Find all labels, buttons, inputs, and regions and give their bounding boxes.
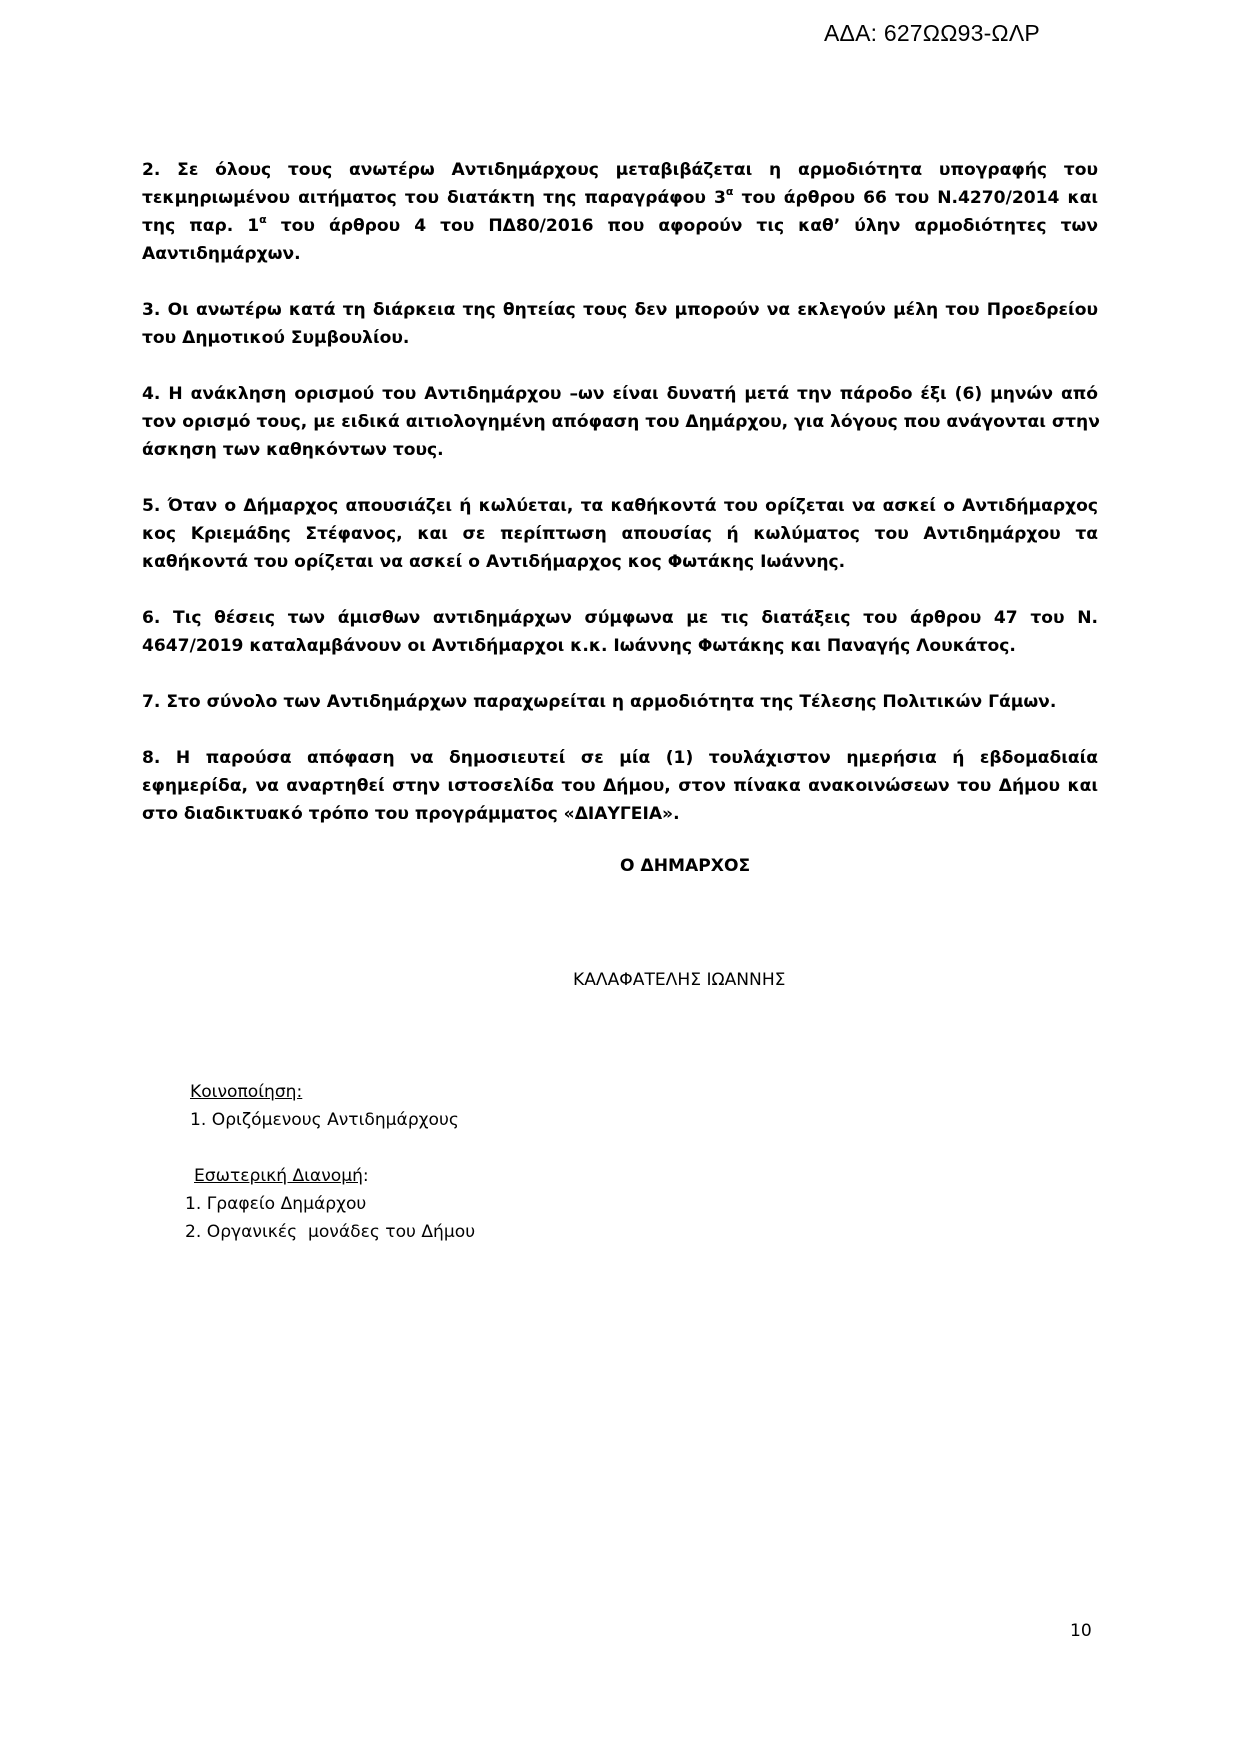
line-text: της παρ. 1 — [142, 216, 260, 236]
ada-document-id: ΑΔΑ: 627ΩΩ93-ΩΛΡ — [824, 20, 1040, 46]
paragraph-3 — [142, 296, 1098, 352]
paragraph-line — [142, 520, 1098, 548]
internal-distribution-item: 2. Οργανικές μονάδες του Δήμου — [185, 1222, 476, 1242]
line-text: εφημερίδα, να αναρτηθεί στην ιστοσελίδα του Δήμου, στον πίνακα ανακοινώσεων του Δήμου και — [142, 776, 1098, 796]
line-text: 3. Οι ανωτέρω κατά τη διάρκεια της θητείας τους δεν μπορούν να εκλεγούν μέλη του Προεδρείου — [142, 300, 1098, 320]
notification-heading: Κοινοποίηση: — [190, 1082, 303, 1102]
paragraph-4 — [142, 380, 1098, 464]
line-text: 5. Όταν ο Δήμαρχος απουσιάζει ή κωλύεται, τα καθήκοντά του ορίζεται να ασκεί ο Αντιδήμαρχος — [142, 496, 1098, 516]
paragraph-line — [142, 296, 1098, 324]
paragraph-line — [142, 548, 1098, 576]
line-text: τεκμηριωμένου αιτήματος του διατάκτη της παραγράφου 3 — [142, 188, 726, 208]
line-text: 6. Τις θέσεις των άμισθων αντιδημάρχων σύμφωνα με τις διατάξεις του άρθρου 47 του Ν. — [142, 608, 1098, 628]
paragraph-8 — [142, 744, 1098, 828]
paragraph-line — [142, 632, 1098, 660]
paragraph-line — [142, 156, 1098, 184]
line-text: του Δημοτικού Συμβουλίου. — [142, 328, 410, 348]
line-text: κος Κριεμάδης Στέφανος, και σε περίπτωση απουσίας ή κωλύματος του Αντιδημάρχου τα — [142, 524, 1098, 544]
paragraph-line — [142, 324, 1098, 352]
paragraph-line — [142, 408, 1098, 436]
paragraph-line — [142, 688, 1098, 716]
paragraph-line — [142, 772, 1098, 800]
paragraph-6 — [142, 604, 1098, 660]
line-text: 4647/2019 καταλαμβάνουν οι Αντιδήμαρχοι κ.κ. Ιωάννης Φωτάκης και Παναγής Λουκάτος. — [142, 636, 1016, 656]
line-text: 4. Η ανάκληση ορισμού του Αντιδημάρχου –ων είναι δυνατή μετά την πάροδο έξι (6) μηνών από — [142, 384, 1098, 404]
line-text: στο διαδικτυακό τρόπο του προγράμματος «ΔΙΑΥΓΕΙΑ». — [142, 804, 680, 824]
internal-distribution-heading — [194, 1166, 369, 1186]
paragraph-2 — [142, 156, 1098, 268]
paragraph-line — [142, 212, 1098, 240]
paragraph-line — [142, 604, 1098, 632]
paragraph-line — [142, 492, 1098, 520]
internal-distribution-item: 1. Γραφείο Δημάρχου — [185, 1194, 367, 1214]
paragraph-5 — [142, 492, 1098, 576]
line-text: 7. Στο σύνολο των Αντιδημάρχων παραχωρείται η αρμοδιότητα της Τέλεσης Πολιτικών Γάμων. — [142, 692, 1057, 712]
line-text: του άρθρου 4 του ΠΔ80/2016 που αφορούν τις καθ’ ύλην αρμοδιότητες των — [266, 216, 1098, 236]
line-text: άσκηση των καθηκόντων τους. — [142, 440, 444, 460]
paragraph-7 — [142, 688, 1098, 716]
line-text: Ααντιδημάρχων. — [142, 244, 301, 264]
line-text: τον ορισμό τους, με ειδικά αιτιολογημένη απόφαση του Δημάρχου, για λόγους που ανάγονται στην — [142, 412, 1100, 432]
paragraph-line — [142, 184, 1098, 212]
superscript-alpha: α — [259, 213, 267, 227]
signature-name: ΚΑΛΑΦΑΤΕΛΗΣ ΙΩΑΝΝΗΣ — [573, 970, 786, 990]
line-text: του άρθρου 66 του Ν.4270/2014 και — [733, 188, 1098, 208]
notification-item: 1. Οριζόμενους Αντιδημάρχους — [190, 1110, 459, 1130]
paragraph-line — [142, 436, 1098, 464]
signature-title: Ο ΔΗΜΑΡΧΟΣ — [620, 856, 751, 876]
internal-distribution-heading-text: Εσωτερική Διανομή — [194, 1166, 363, 1186]
paragraph-line — [142, 240, 1098, 268]
line-text: 2. Σε όλους τους ανωτέρω Αντιδημάρχους μεταβιβάζεται η αρμοδιότητα υπογραφής του — [142, 160, 1098, 180]
line-text: καθήκοντά του ορίζεται να ασκεί ο Αντιδήμαρχος κος Φωτάκης Ιωάννης. — [142, 552, 846, 572]
internal-distribution-heading-colon: : — [362, 1166, 369, 1186]
line-text: 8. Η παρούσα απόφαση να δημοσιευτεί σε μία (1) τουλάχιστον ημερήσια ή εβδομαδιαία — [142, 748, 1098, 768]
decision-paragraphs — [142, 156, 1098, 856]
superscript-alpha: α — [725, 185, 734, 199]
paragraph-line — [142, 744, 1098, 772]
paragraph-line — [142, 800, 1098, 828]
page-number: 10 — [1070, 1621, 1092, 1641]
paragraph-line — [142, 380, 1098, 408]
